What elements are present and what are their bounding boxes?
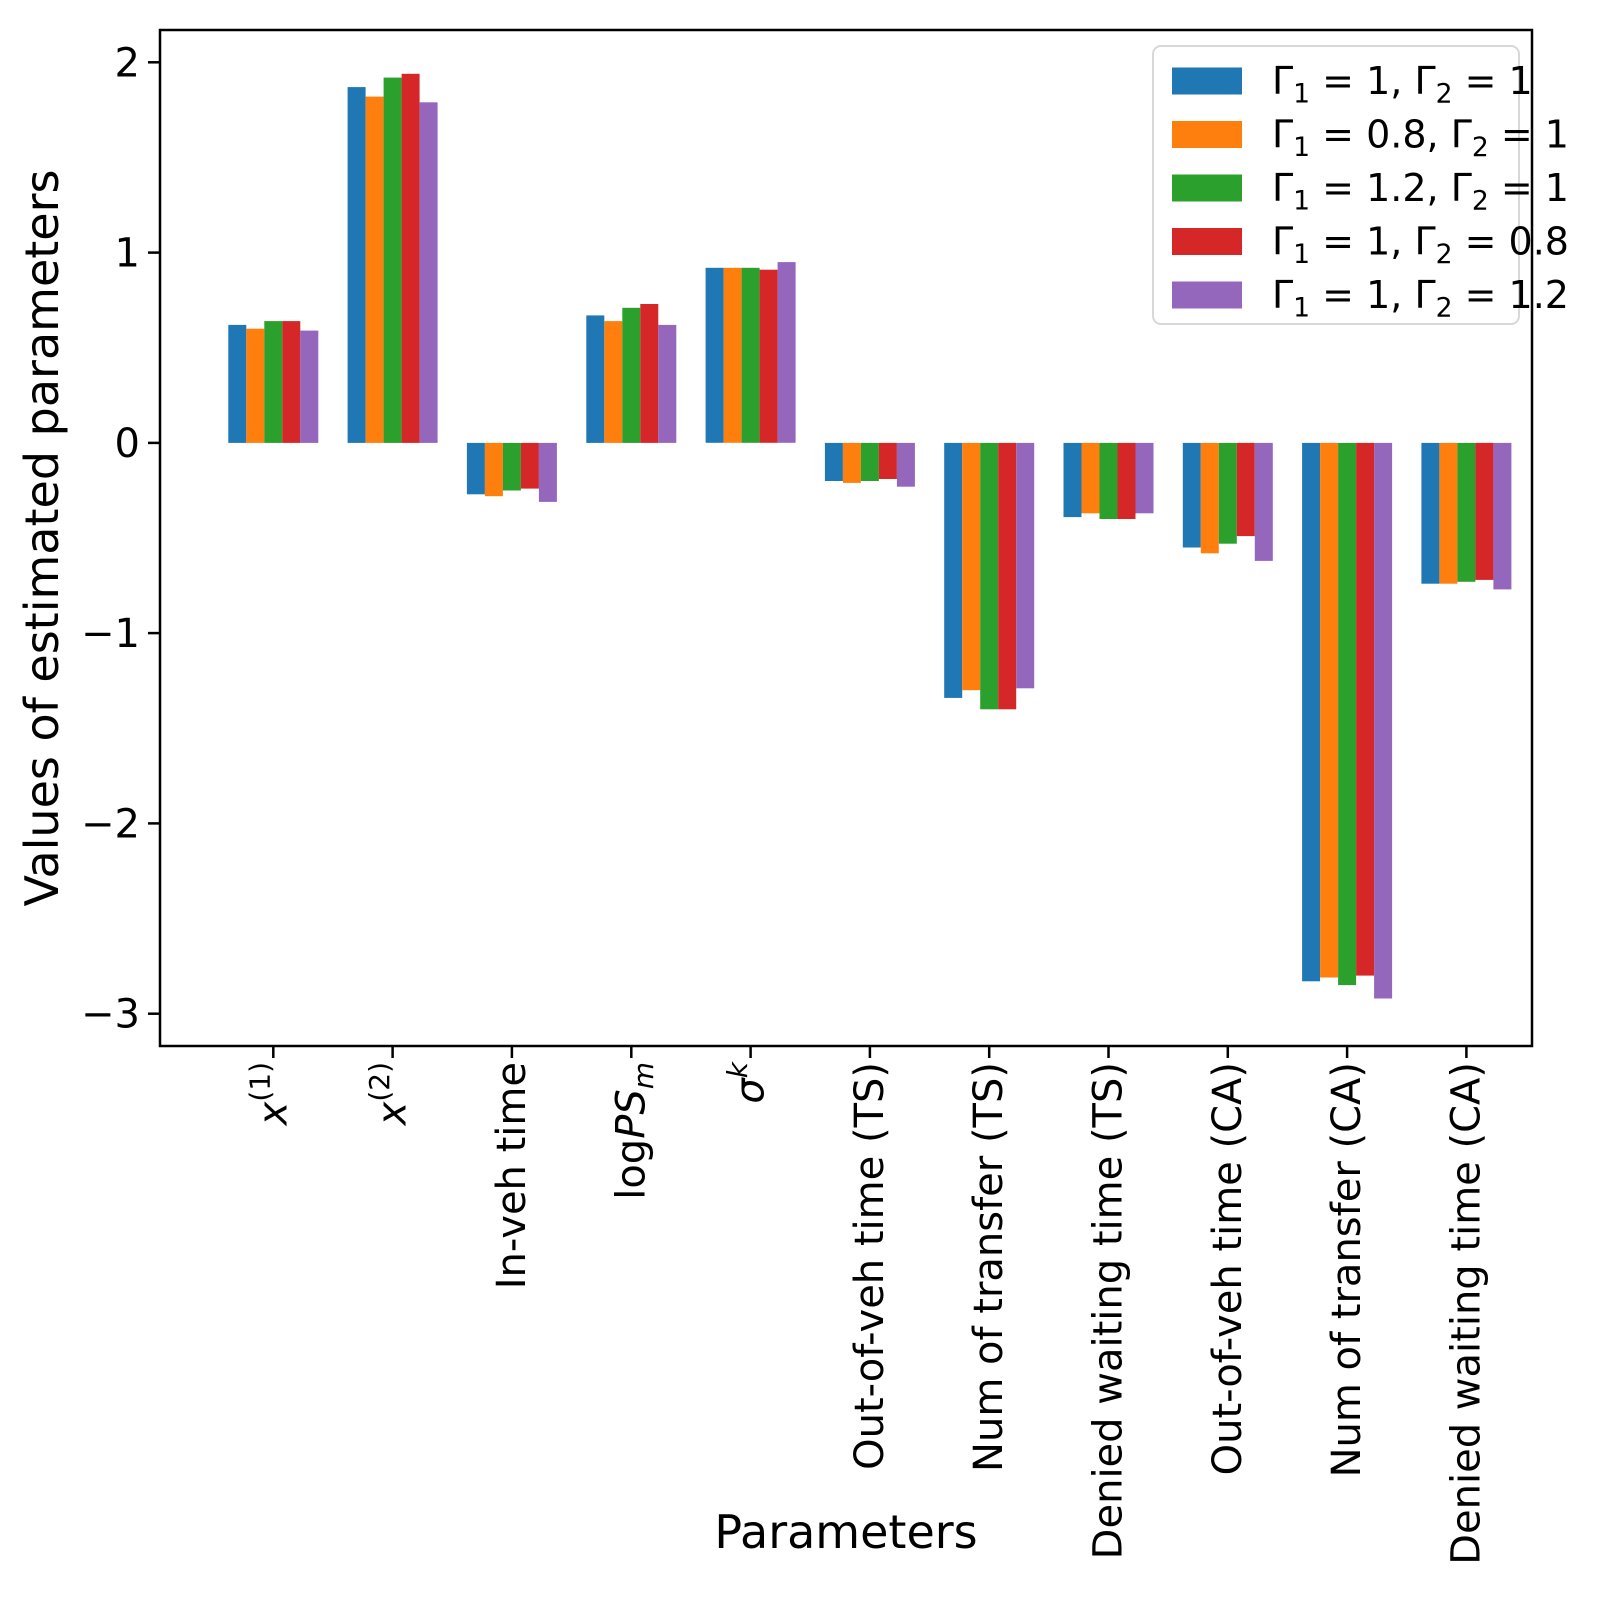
bar [1183,443,1201,548]
bar [539,443,557,502]
legend-swatch [1172,282,1242,309]
bar [246,329,264,443]
bar [1064,443,1082,517]
bar [1100,443,1118,519]
bar [503,443,521,491]
legend-swatch [1172,68,1242,95]
bar [861,443,879,481]
bar [402,74,420,443]
bar [640,304,658,443]
bar [420,102,438,443]
bar [485,443,503,496]
x-tick-label: In-veh time [488,1062,535,1290]
bar [1457,443,1475,582]
y-tick-label: −2 [81,801,140,848]
bar [228,325,246,443]
bar [1493,443,1511,590]
bar [282,321,300,443]
legend-label: $\Gamma_1 = 0.8$, $\Gamma_2 = 1$ [1272,112,1569,163]
bar [1219,443,1237,544]
bar [1136,443,1154,513]
legend [1153,46,1569,324]
bar [1237,443,1255,536]
bar [348,87,366,443]
bar [897,443,915,487]
legend-label: $\Gamma_1 = 1$, $\Gamma_2 = 0.8$ [1272,219,1569,270]
bar [825,443,843,481]
bar [604,321,622,443]
x-tick-label: $\sigma^k$ [720,1062,774,1104]
y-tick-label: 2 [114,40,140,87]
bar [586,315,604,443]
bar [1421,443,1439,584]
y-tick-label: 1 [114,230,140,277]
legend-swatch [1172,175,1242,202]
bar [778,262,796,443]
bar [1320,443,1338,978]
bar [1374,443,1392,999]
y-axis-title: Values of estimated parameters [15,169,69,907]
legend-swatch [1172,121,1242,148]
x-tick-label: Num of transfer (CA) [1324,1062,1371,1478]
bar [384,78,402,443]
bar [1255,443,1273,561]
bar [521,443,539,489]
bar [658,325,676,443]
bar [1302,443,1320,981]
bar [300,331,318,443]
bar [1082,443,1100,513]
bar [980,443,998,709]
bar [467,443,485,494]
bar [1338,443,1356,985]
bar [622,308,640,443]
x-tick-label: $x^{(1)}$ [243,1062,297,1126]
x-axis-title: Parameters [714,1505,978,1559]
bar [998,443,1016,709]
legend-label: $\Gamma_1 = 1.2$, $\Gamma_2 = 1$ [1272,166,1569,217]
y-tick-label: −1 [81,611,140,658]
bar [843,443,861,483]
legend-swatch [1172,228,1242,255]
x-tick-label: Out-of-veh time (TS) [846,1062,893,1470]
bar [1118,443,1136,519]
bar [1439,443,1457,584]
x-tick-label: logPS$_m$ [608,1062,661,1200]
bar [724,268,742,443]
bar [742,268,760,443]
legend-label: $\Gamma_1 = 1$, $\Gamma_2 = 1$ [1272,59,1533,110]
bar [1016,443,1034,688]
bar [706,268,724,443]
bar [264,321,282,443]
bar [366,97,384,443]
bar [1356,443,1374,976]
x-tick-label: Denied waiting time (TS) [1085,1062,1132,1560]
bar [1475,443,1493,580]
x-tick-label: Num of transfer (TS) [966,1062,1013,1472]
x-tick-label: Out-of-veh time (CA) [1204,1062,1251,1476]
legend-label: $\Gamma_1 = 1$, $\Gamma_2 = 1.2$ [1272,273,1569,324]
y-tick-label: 0 [114,420,140,467]
x-tick-label: Denied waiting time (CA) [1443,1062,1490,1565]
bar [944,443,962,698]
bar [879,443,897,479]
y-tick-label: −3 [81,991,140,1038]
bar [1201,443,1219,553]
bar [962,443,980,690]
bar [760,270,778,443]
x-tick-label: $x^{(2)}$ [362,1062,416,1126]
